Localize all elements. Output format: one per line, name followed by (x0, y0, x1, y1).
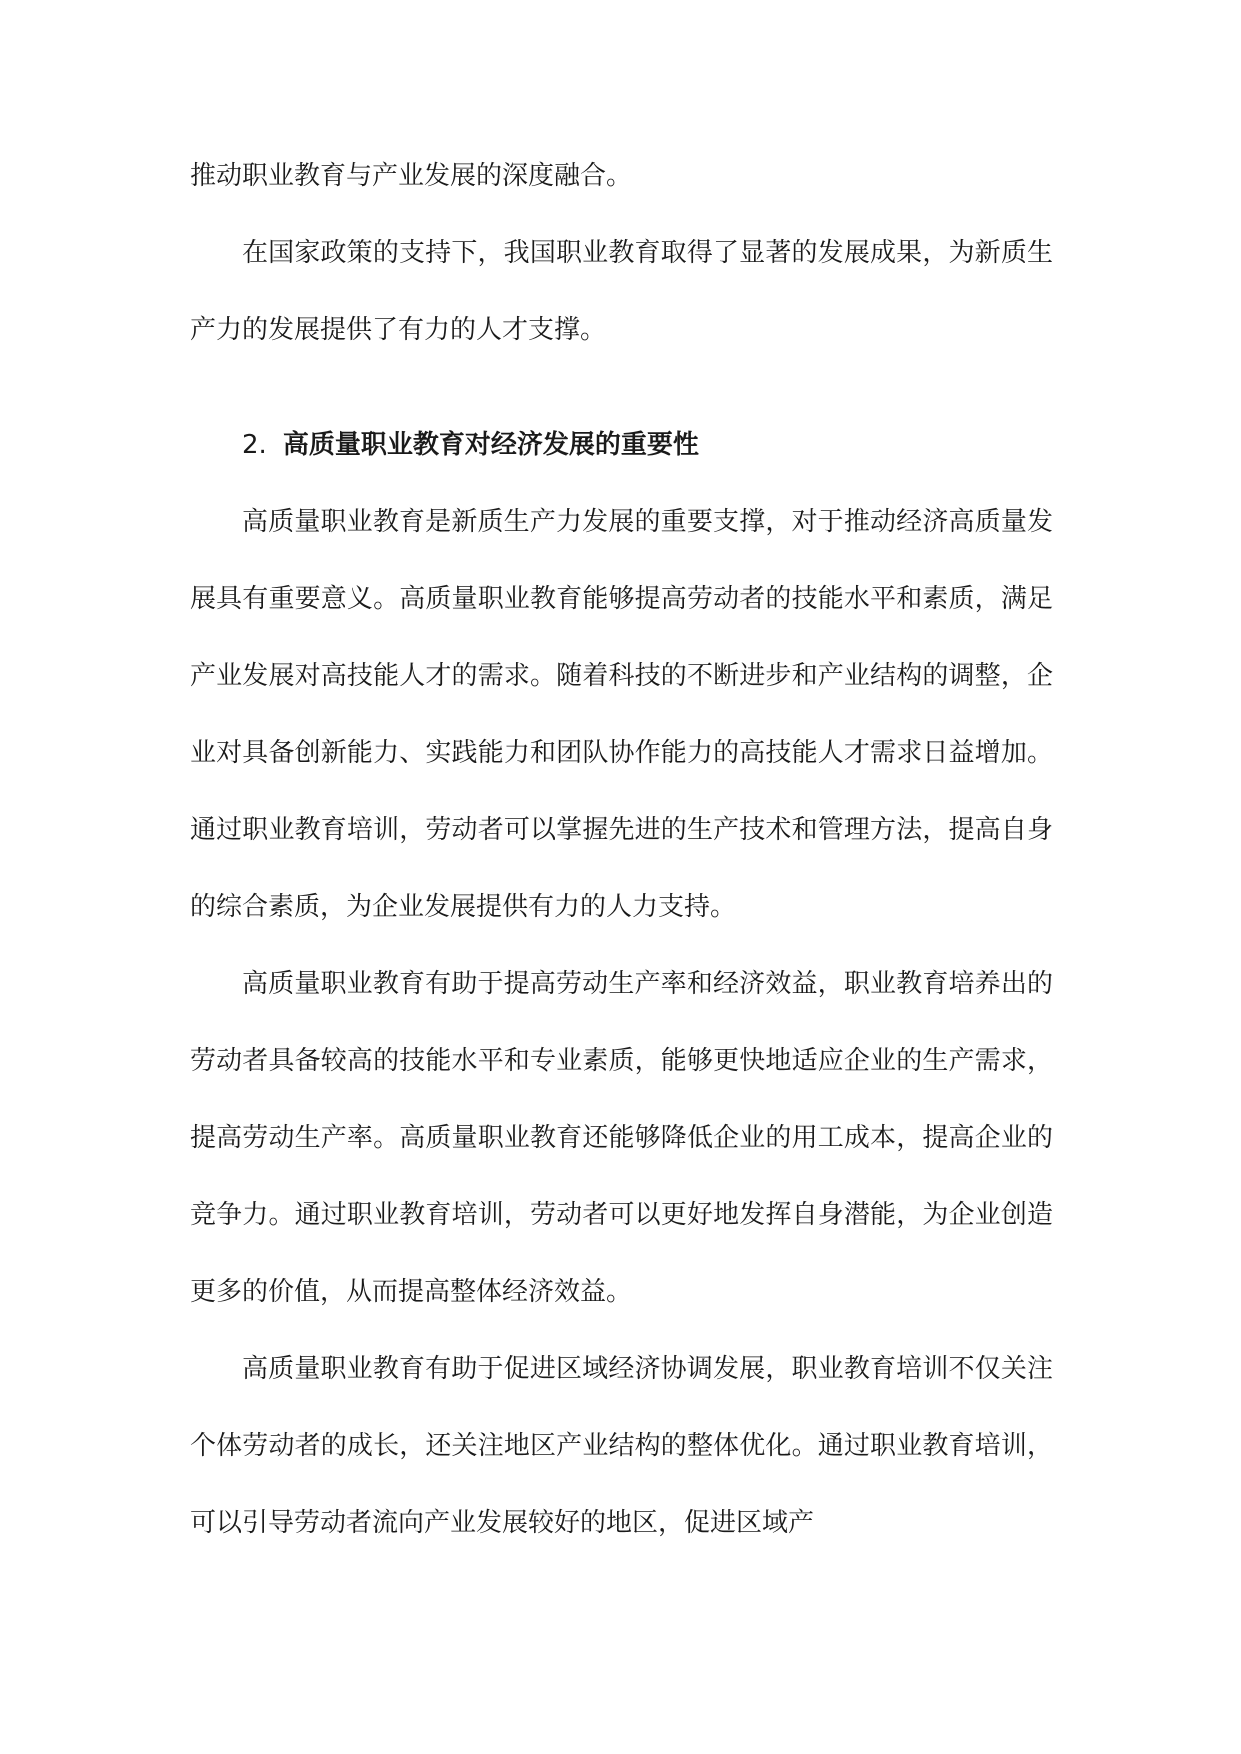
paragraph-policy-support: 在国家政策的支持下，我国职业教育取得了显著的发展成果，为新质生产力的发展提供了有力的人才支撑。 (190, 238, 1053, 345)
document-body (190, 138, 1053, 1562)
paragraph-regional: 高质量职业教育有助于促进区域经济协调发展，职业教育培训不仅关注个体劳动者的成长，还关注地区产业结构的整体优化。通过职业教育培训，可以引导劳动者流向产业发展较好的地区，促进区域产 (190, 1354, 1053, 1538)
paragraph-productivity: 高质量职业教育有助于提高劳动生产率和经济效益，职业教育培养出的劳动者具备较高的技能水平和专业素质，能够更快地适应企业的生产需求，提高劳动生产率。高质量职业教育还能够降低企业的用工成本，提高企业的竞争力。通过职业教育培训，劳动者可以更好地发挥自身潜能，为企业创造更多的价值，从而提高整体经济效益。 (190, 969, 1053, 1307)
section-title: 高质量职业教育对经济发展的重要性 (282, 430, 699, 460)
paragraph-importance: 高质量职业教育是新质生产力发展的重要支撑，对于推动经济高质量发展具有重要意义。高质量职业教育能够提高劳动者的技能水平和素质，满足产业发展对高技能人才的需求。随着科技的不断进步和产业结构的调整，企业对具备创新能力、实践能力和团队协作能力的高技能人才需求日益增加。通过职业教育培训，劳动者可以掌握先进的生产技术和管理方法，提高自身的综合素质，为企业发展提供有力的人力支持。 (190, 507, 1053, 922)
paragraph-continuation: 推动职业教育与产业发展的深度融合。 (190, 161, 633, 191)
section-number: 2. (242, 430, 267, 460)
section-heading (190, 407, 1053, 484)
